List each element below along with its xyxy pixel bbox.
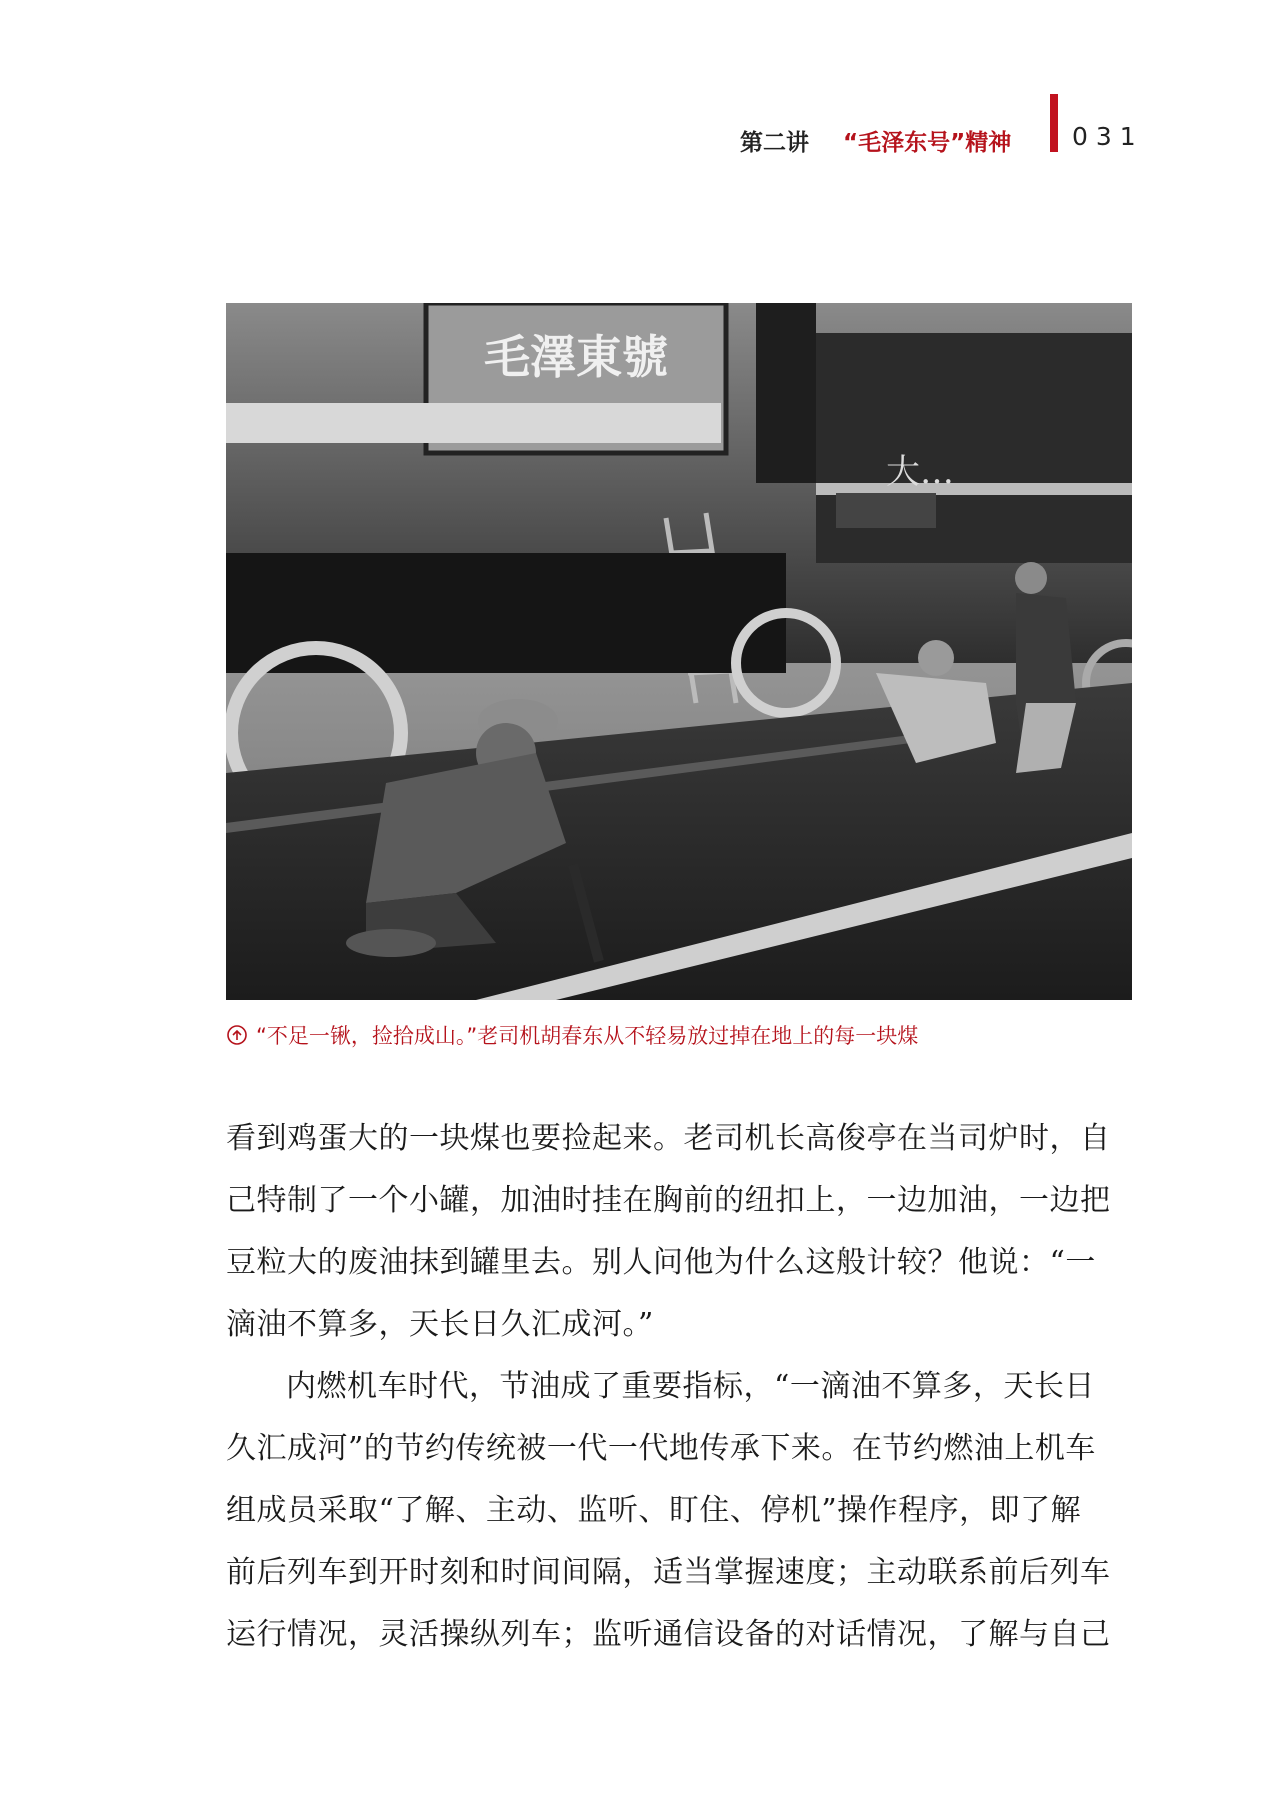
text-line: 组成员采取“了解、主动、监听、盯住、停机”操作程序，即了解 xyxy=(226,1493,1082,1528)
text-line: 滴油不算多，天长日久汇成河。” xyxy=(226,1307,654,1342)
text-line: 己特制了一个小罐，加油时挂在胸前的纽扣上，一边加油，一边把 xyxy=(226,1183,1111,1218)
locomotive-plate-text: 毛澤東號 xyxy=(484,330,668,384)
chapter-title: “毛泽东号”精神 xyxy=(843,129,1012,156)
body-paragraphs xyxy=(226,1108,1132,1666)
running-head xyxy=(740,120,1144,160)
header-divider-bar xyxy=(1050,94,1058,152)
page-number: 031 xyxy=(1072,122,1144,151)
locomotive-photo xyxy=(226,303,1132,1000)
text-line: 豆粒大的废油抹到罐里去。别人问他为什么这般计较？他说：“一 xyxy=(226,1245,1096,1280)
text-line: 久汇成河”的节约传统被一代一代地传承下来。在节约燃油上机车 xyxy=(226,1431,1096,1466)
up-arrow-circle-icon xyxy=(226,1024,248,1046)
chapter-label: 第二讲 xyxy=(740,129,809,156)
photo-caption xyxy=(226,1018,1132,1052)
text-line: 运行情况，灵活操纵列车；监听通信设备的对话情况，了解与自己 xyxy=(226,1617,1111,1652)
locomotive-side-slogan: 大… xyxy=(886,452,954,492)
text-line: 前后列车到开时刻和时间间隔，适当掌握速度；主动联系前后列车 xyxy=(226,1555,1111,1590)
text-line: 内燃机车时代，节油成了重要指标，“一滴油不算多，天长日 xyxy=(286,1369,1095,1404)
text-line: 看到鸡蛋大的一块煤也要捡起来。老司机长高俊亭在当司炉时，自 xyxy=(226,1121,1111,1156)
caption-text: “不足一锹，捡拾成山。”老司机胡春东从不轻易放过掉在地上的每一块煤 xyxy=(256,1024,919,1048)
